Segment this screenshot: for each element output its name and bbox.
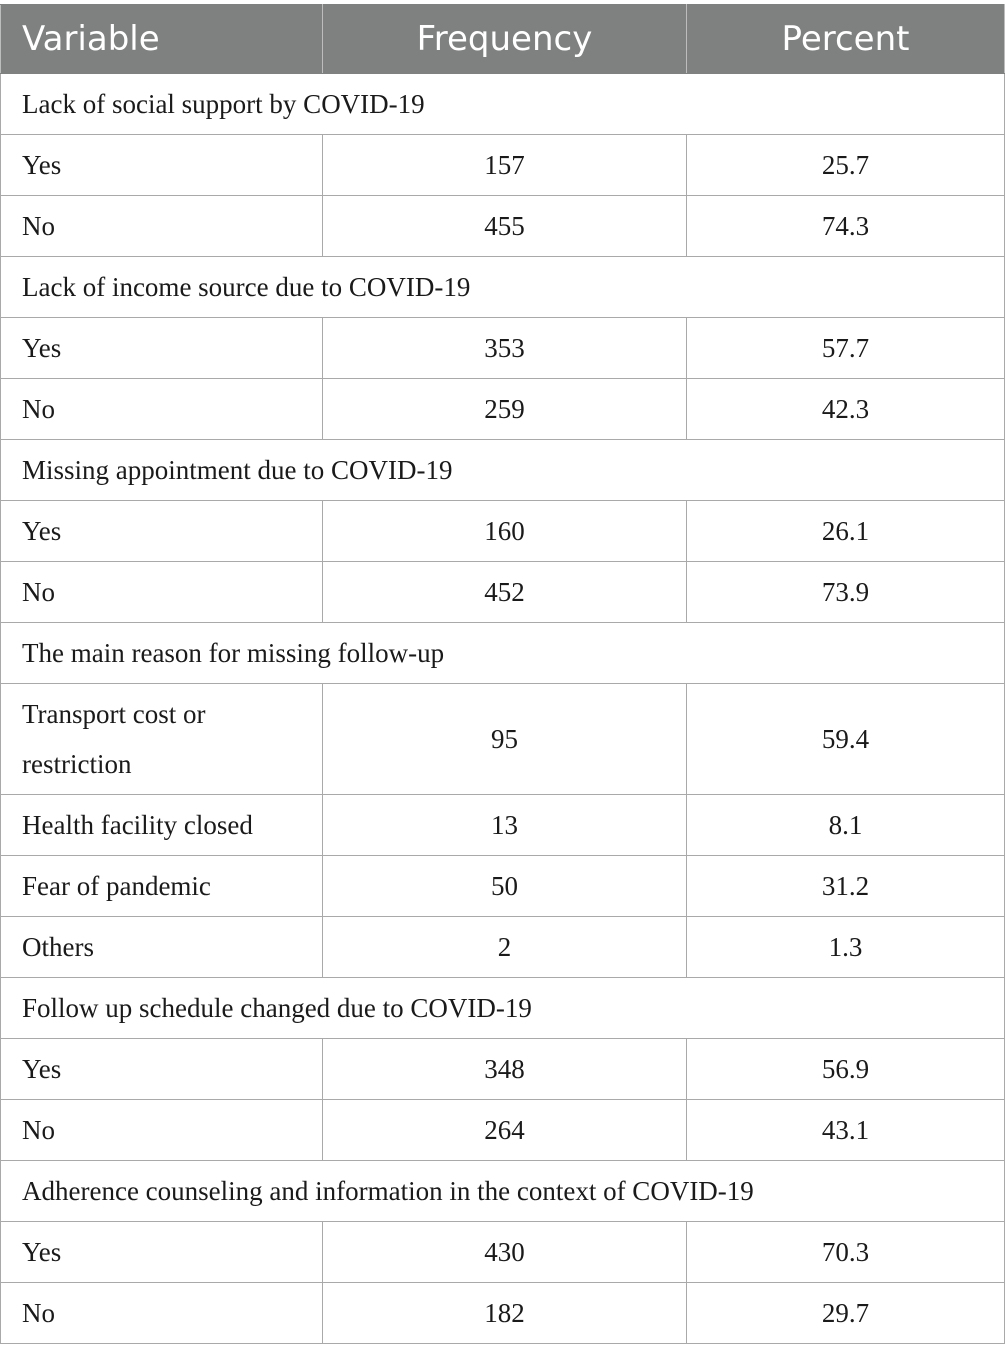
frequency-cell: 264: [323, 1100, 687, 1161]
frequency-cell: 259: [323, 379, 687, 440]
frequency-cell: 452: [323, 562, 687, 623]
table-body: [1, 74, 1005, 1344]
group-label: Missing appointment due to COVID-19: [1, 440, 1005, 501]
frequency-cell: 2: [323, 917, 687, 978]
percent-cell: 57.7: [687, 318, 1005, 379]
header-row: [1, 5, 1005, 74]
row-label: Fear of pandemic: [1, 856, 323, 917]
percent-cell: 42.3: [687, 379, 1005, 440]
group-header-row: [1, 1161, 1005, 1222]
percent-cell: 25.7: [687, 135, 1005, 196]
row-label: No: [1, 379, 323, 440]
percent-cell: 29.7: [687, 1283, 1005, 1344]
percent-cell: 74.3: [687, 196, 1005, 257]
table-row: [1, 135, 1005, 196]
percent-cell: 56.9: [687, 1039, 1005, 1100]
row-label: Yes: [1, 1039, 323, 1100]
percent-cell: 31.2: [687, 856, 1005, 917]
frequency-cell: 430: [323, 1222, 687, 1283]
table-row: [1, 196, 1005, 257]
data-table: [0, 4, 1005, 1344]
percent-cell: 43.1: [687, 1100, 1005, 1161]
row-label: No: [1, 196, 323, 257]
frequency-cell: 160: [323, 501, 687, 562]
row-label: No: [1, 1100, 323, 1161]
table-row: [1, 501, 1005, 562]
row-label: Transport cost or restriction: [1, 684, 323, 795]
group-header-row: [1, 74, 1005, 135]
percent-cell: 70.3: [687, 1222, 1005, 1283]
group-label: Adherence counseling and information in the context of COVID-19: [1, 1161, 1005, 1222]
row-label: Yes: [1, 135, 323, 196]
row-label: No: [1, 562, 323, 623]
header-variable: Variable: [1, 5, 323, 74]
frequency-cell: 157: [323, 135, 687, 196]
table-row: [1, 1100, 1005, 1161]
frequency-cell: 182: [323, 1283, 687, 1344]
percent-cell: 8.1: [687, 795, 1005, 856]
table-row: [1, 379, 1005, 440]
table-header: [1, 5, 1005, 74]
frequency-cell: 348: [323, 1039, 687, 1100]
table-row: [1, 1283, 1005, 1344]
table-row: [1, 917, 1005, 978]
table-row: [1, 1039, 1005, 1100]
row-label: Yes: [1, 1222, 323, 1283]
table-row: [1, 318, 1005, 379]
percent-cell: 1.3: [687, 917, 1005, 978]
group-label: Follow up schedule changed due to COVID-19: [1, 978, 1005, 1039]
frequency-cell: 50: [323, 856, 687, 917]
table-row: [1, 684, 1005, 795]
percent-cell: 73.9: [687, 562, 1005, 623]
frequency-cell: 13: [323, 795, 687, 856]
table-row: [1, 1222, 1005, 1283]
group-label: The main reason for missing follow-up: [1, 623, 1005, 684]
table-row: [1, 562, 1005, 623]
row-label: No: [1, 1283, 323, 1344]
header-frequency: Frequency: [323, 5, 687, 74]
row-label: Yes: [1, 318, 323, 379]
group-header-row: [1, 440, 1005, 501]
header-percent: Percent: [687, 5, 1005, 74]
frequency-cell: 95: [323, 684, 687, 795]
row-label: Others: [1, 917, 323, 978]
group-header-row: [1, 623, 1005, 684]
percent-cell: 26.1: [687, 501, 1005, 562]
group-label: Lack of social support by COVID-19: [1, 74, 1005, 135]
table-row: [1, 856, 1005, 917]
frequency-cell: 353: [323, 318, 687, 379]
percent-cell: 59.4: [687, 684, 1005, 795]
group-label: Lack of income source due to COVID-19: [1, 257, 1005, 318]
frequency-cell: 455: [323, 196, 687, 257]
row-label: Health facility closed: [1, 795, 323, 856]
group-header-row: [1, 978, 1005, 1039]
group-header-row: [1, 257, 1005, 318]
row-label: Yes: [1, 501, 323, 562]
table-row: [1, 795, 1005, 856]
